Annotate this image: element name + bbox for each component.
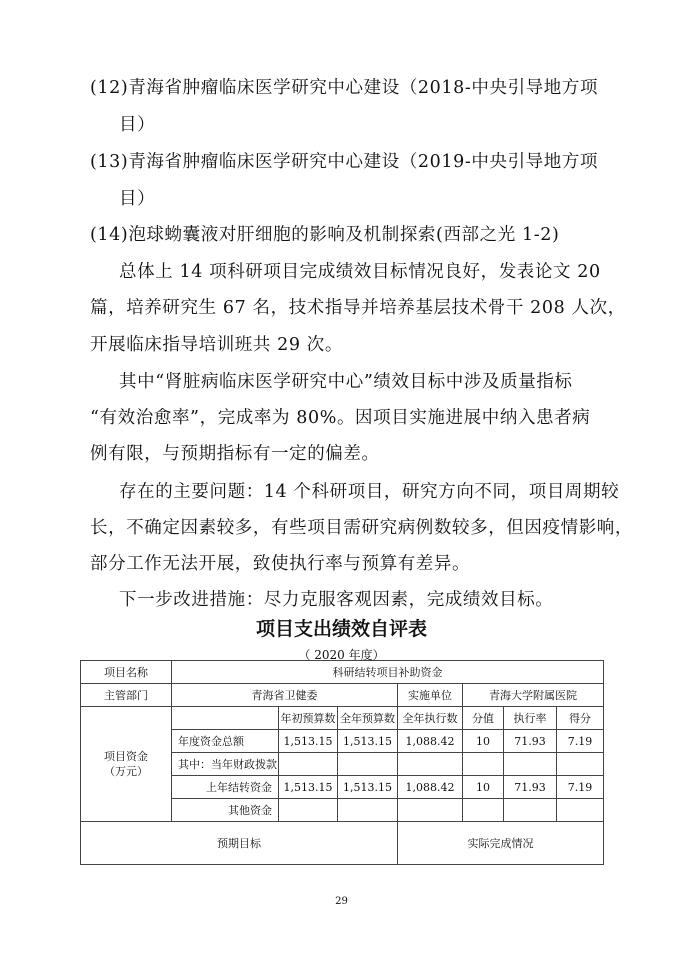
page-number: 29 — [335, 896, 348, 907]
problems-paragraph-line: 长，不确定因素较多，有些项目需研究病例数较多，但因疫情影响， — [90, 518, 633, 538]
table-header-row — [81, 707, 604, 730]
kidney-center-paragraph-line: “有效治愈率”，完成率为 80%。因项目实施进展中纳入患者病 — [90, 408, 591, 428]
column-header: 全年执行数 — [398, 707, 463, 730]
kidney-center-paragraph-line: 例有限，与预期指标有一定的偏差。 — [90, 444, 380, 464]
table-cell — [338, 753, 398, 776]
table-year: （ 2020 年度） — [298, 648, 385, 662]
column-header: 分值 — [463, 707, 504, 730]
table-row — [81, 822, 604, 865]
table-cell: 10 — [463, 730, 504, 753]
table-cell: 10 — [463, 776, 504, 799]
list-item-13: (13)青海省肿瘤临床医学研究中心建设（2019-中央引导地方项 — [90, 152, 599, 172]
kidney-center-paragraph-line: 其中“肾脏病临床医学研究中心”绩效目标中涉及质量指标 — [119, 372, 573, 392]
table-cell — [279, 753, 338, 776]
row-label: 上年结转资金 — [172, 776, 279, 799]
table-cell — [398, 799, 463, 822]
dept-label: 主管部门 — [81, 684, 172, 707]
table-cell — [279, 799, 338, 822]
expected-target-header: 预期目标 — [81, 822, 398, 865]
row-label: 其他资金 — [172, 799, 279, 822]
problems-paragraph-line: 部分工作无法开展，致使执行率与预算有差异。 — [90, 554, 471, 574]
improvement-paragraph: 下一步改进措施：尽力克服客观因素，完成绩效目标。 — [119, 590, 554, 610]
column-header: 年初预算数 — [279, 707, 338, 730]
row-label: 其中：当年财政拨款 — [172, 753, 279, 776]
table-title: 项目支出绩效自评表 — [255, 618, 427, 640]
list-item-12: (12)青海省肿瘤临床医学研究中心建设（2018-中央引导地方项 — [90, 78, 599, 98]
project-name-label: 项目名称 — [81, 661, 172, 684]
table-cell — [557, 753, 604, 776]
table-row — [81, 661, 604, 684]
table-row — [81, 684, 604, 707]
impl-label: 实施单位 — [398, 684, 463, 707]
list-item-12-continuation: 目） — [119, 115, 156, 135]
table-cell: 71.93 — [504, 730, 557, 753]
problems-paragraph-line: 存在的主要问题：14 个科研项目，研究方向不同，项目周期较 — [119, 482, 620, 502]
table-cell — [338, 799, 398, 822]
project-name-value: 科研结转项目补助资金 — [172, 661, 604, 684]
table-cell: 1,088.42 — [398, 776, 463, 799]
table-cell: 1,513.15 — [279, 730, 338, 753]
performance-evaluation-table — [80, 660, 604, 865]
table-cell — [463, 799, 504, 822]
table-cell: 1,513.15 — [338, 730, 398, 753]
summary-paragraph-line: 篇，培养研究生 67 名，技术指导并培养基层技术骨干 208 人次， — [90, 298, 626, 318]
list-item-14: (14)泡球蚴囊液对肝细胞的影响及机制探索(西部之光 1-2) — [90, 225, 560, 245]
table-cell: 1,513.15 — [279, 776, 338, 799]
column-header: 执行率 — [504, 707, 557, 730]
impl-value: 青海大学附属医院 — [463, 684, 604, 707]
row-label: 年度资金总额 — [172, 730, 279, 753]
table-cell — [557, 799, 604, 822]
table-cell: 1,088.42 — [398, 730, 463, 753]
summary-paragraph-line: 开展临床指导培训班共 29 次。 — [90, 335, 343, 355]
table-cell: 7.19 — [557, 730, 604, 753]
table-cell: 7.19 — [557, 776, 604, 799]
table-cell: 1,513.15 — [338, 776, 398, 799]
table-cell — [398, 753, 463, 776]
column-header: 得分 — [557, 707, 604, 730]
empty-header-cell — [172, 707, 279, 730]
funds-label: 项目资金 （万元） — [81, 707, 172, 822]
column-header: 全年预算数 — [338, 707, 398, 730]
table-cell — [504, 753, 557, 776]
summary-paragraph-line: 总体上 14 项科研项目完成绩效目标情况良好，发表论文 20 — [119, 262, 601, 282]
dept-value: 青海省卫健委 — [172, 684, 398, 707]
actual-completion-header: 实际完成情况 — [398, 822, 604, 865]
table-cell: 71.93 — [504, 776, 557, 799]
table-cell — [504, 799, 557, 822]
list-item-13-continuation: 目） — [119, 189, 156, 209]
table-cell — [463, 753, 504, 776]
